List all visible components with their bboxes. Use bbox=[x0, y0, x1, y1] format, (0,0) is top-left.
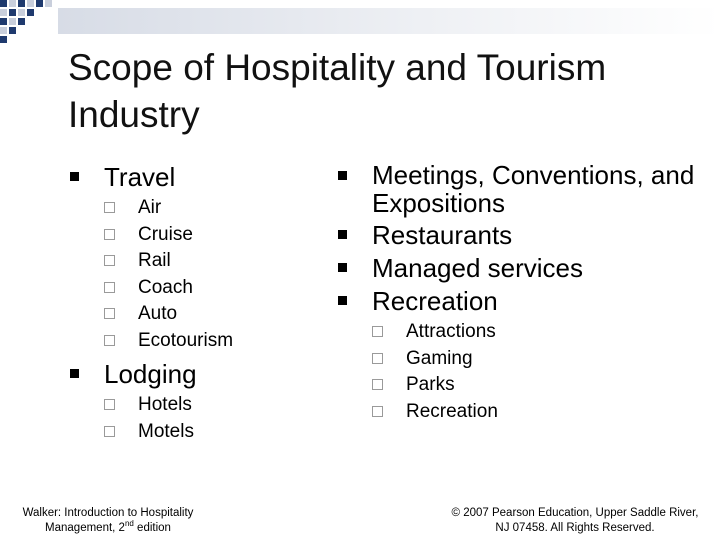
square-bullet-icon bbox=[70, 172, 79, 181]
sub-bullet-label: Cruise bbox=[138, 223, 193, 245]
decor-square bbox=[9, 18, 16, 25]
slide-title: Scope of Hospitality and Tourism Industry bbox=[68, 47, 607, 135]
sub-bullet-label: Parks bbox=[406, 374, 455, 395]
checkbox-bullet-icon bbox=[104, 255, 115, 266]
sub-bullet-label: Gaming bbox=[406, 347, 473, 369]
checkbox-bullet-icon bbox=[372, 353, 383, 364]
sub-bullet-item bbox=[104, 275, 370, 302]
left-column bbox=[70, 161, 370, 445]
sub-bullet-item bbox=[372, 319, 708, 346]
sub-bullet-item bbox=[104, 195, 370, 222]
checkbox-bullet-icon bbox=[104, 282, 115, 293]
square-bullet-icon bbox=[338, 296, 347, 305]
checkbox-bullet-icon bbox=[104, 426, 115, 437]
footer-line bbox=[8, 521, 208, 536]
sub-bullet-label: Recreation bbox=[406, 400, 498, 422]
bullet-label: Meetings, Conventions, and Expositions bbox=[372, 160, 695, 218]
decor-square bbox=[0, 27, 7, 34]
sub-bullet-label: Coach bbox=[138, 276, 193, 298]
square-bullet-icon bbox=[70, 369, 79, 378]
sub-bullet-item bbox=[372, 372, 708, 399]
bullet-label: Recreation bbox=[372, 286, 498, 316]
sub-bullet-item bbox=[104, 392, 370, 419]
decor-square bbox=[0, 18, 7, 25]
bullet-label: Managed services bbox=[372, 253, 583, 283]
footer-line: NJ 07458. All Rights Reserved. bbox=[495, 522, 655, 534]
checkbox-bullet-icon bbox=[104, 202, 115, 213]
square-bullet-icon bbox=[338, 263, 347, 272]
sub-bullet-item bbox=[372, 346, 708, 373]
sub-bullet-item bbox=[104, 222, 370, 249]
bullet-travel bbox=[70, 161, 370, 193]
bullet-label: Restaurants bbox=[372, 220, 513, 250]
bullet-label: Travel bbox=[104, 162, 176, 192]
footer-superscript: nd bbox=[124, 519, 134, 529]
checkbox-bullet-icon bbox=[372, 326, 383, 337]
sub-bullet-item bbox=[104, 419, 370, 446]
bullet-label: Lodging bbox=[104, 359, 197, 389]
footer-text: Management, 2 bbox=[45, 522, 125, 534]
decor-square bbox=[18, 9, 25, 16]
decor-square bbox=[45, 0, 52, 7]
checkbox-bullet-icon bbox=[372, 406, 383, 417]
footer-text: edition bbox=[133, 522, 171, 534]
footer-citation bbox=[8, 506, 208, 536]
footer-copyright bbox=[432, 506, 718, 536]
sub-bullet-label: Rail bbox=[138, 250, 171, 271]
decor-square bbox=[9, 0, 16, 7]
footer-line: Walker: Introduction to Hospitality bbox=[22, 507, 194, 519]
decor-square bbox=[0, 0, 7, 7]
sub-bullet-label: Ecotourism bbox=[138, 329, 234, 351]
bullet-restaurants bbox=[338, 219, 708, 251]
sub-bullet-item bbox=[104, 248, 370, 275]
sub-bullet-label: Hotels bbox=[138, 394, 192, 415]
sub-bullet-item bbox=[372, 399, 708, 426]
checkbox-bullet-icon bbox=[104, 399, 115, 410]
decor-square bbox=[0, 9, 7, 16]
checkbox-bullet-icon bbox=[372, 379, 383, 390]
decor-square bbox=[18, 0, 25, 7]
footer-line: © 2007 Pearson Education, Upper Saddle River, bbox=[451, 507, 699, 519]
sub-bullet-label: Attractions bbox=[406, 321, 496, 342]
bullet-managed-services bbox=[338, 252, 708, 284]
sub-bullet-label: Auto bbox=[138, 303, 178, 324]
decor-square bbox=[27, 0, 34, 7]
sub-bullet-item bbox=[104, 328, 370, 355]
decor-square bbox=[0, 36, 7, 43]
square-bullet-icon bbox=[338, 230, 347, 239]
bullet-lodging bbox=[70, 358, 370, 390]
decor-square bbox=[36, 0, 43, 7]
corner-decoration bbox=[0, 0, 60, 48]
bullet-meetings bbox=[338, 161, 708, 217]
decor-square bbox=[9, 27, 16, 34]
checkbox-bullet-icon bbox=[104, 229, 115, 240]
sub-bullet-item bbox=[104, 301, 370, 328]
decor-square bbox=[18, 18, 25, 25]
checkbox-bullet-icon bbox=[104, 308, 115, 319]
decor-square bbox=[27, 9, 34, 16]
sub-bullet-label: Motels bbox=[138, 420, 194, 442]
sub-bullet-label: Air bbox=[138, 197, 162, 218]
right-column bbox=[338, 161, 708, 425]
top-band-decoration bbox=[58, 8, 720, 34]
square-bullet-icon bbox=[338, 171, 347, 180]
bullet-recreation bbox=[338, 285, 708, 317]
decor-square bbox=[9, 9, 16, 16]
checkbox-bullet-icon bbox=[104, 335, 115, 346]
